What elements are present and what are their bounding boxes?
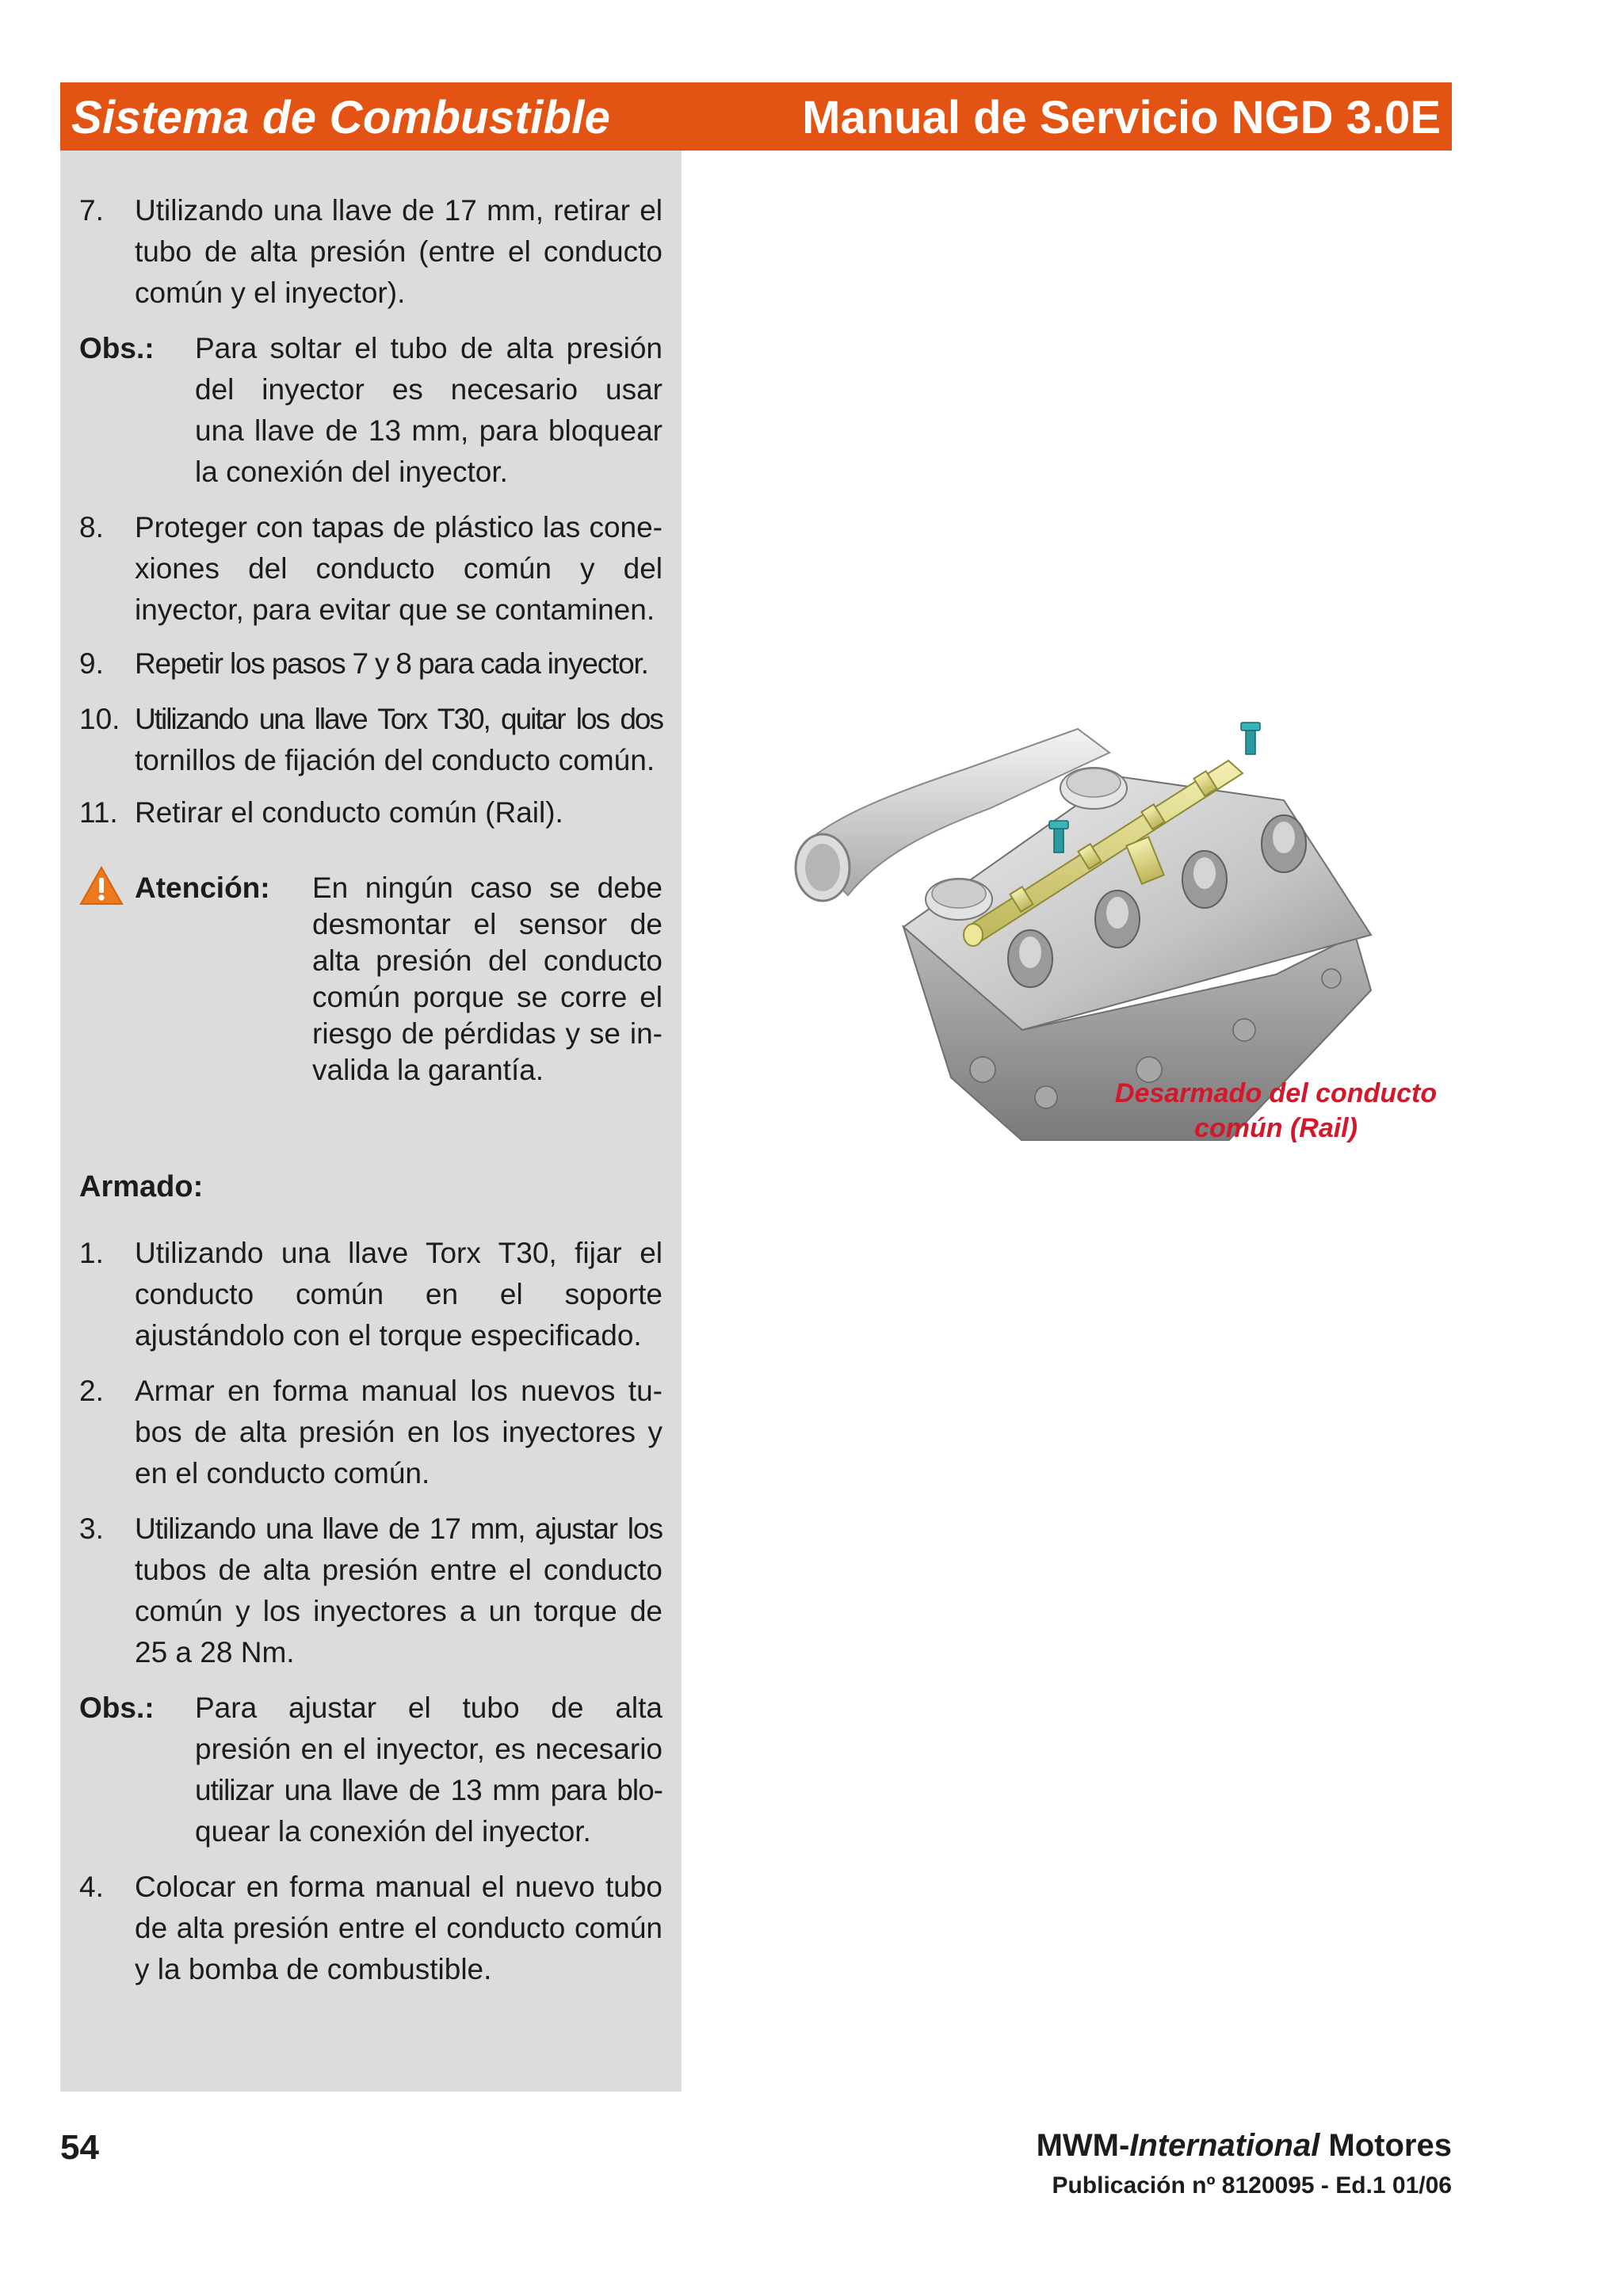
text-line: inyector, para evitar que se contaminen. (135, 593, 655, 626)
text-line: Armar en forma manual los nuevos tu- (135, 1375, 663, 1407)
obs-label: Obs.: (79, 1691, 155, 1724)
text-line: común y los inyectores a un torque de (135, 1595, 663, 1627)
company-italic: International (1129, 2128, 1320, 2163)
obs-label: Obs.: (79, 332, 155, 364)
company-name (1037, 2128, 1452, 2164)
step-number: 7. (79, 194, 104, 227)
caption-line: común (Rail) (1194, 1113, 1358, 1143)
text-line: conducto común en el soporte (135, 1278, 663, 1310)
text-line: Utilizando una llave Torx T30, quitar los dos (135, 703, 663, 735)
text-line: en el conducto común. (135, 1457, 430, 1489)
obs-text (195, 1688, 663, 1852)
warning-text (312, 870, 663, 1089)
text-line: Colocar en forma manual el nuevo tubo (135, 1871, 663, 1903)
text-line: Utilizando una llave de 17 mm, ajustar los (135, 1512, 663, 1545)
obs-text (195, 328, 663, 493)
step-text (135, 792, 663, 833)
text-line: Para soltar el tubo de alta presión (195, 332, 663, 364)
text-line: tubo de alta presión (entre el conducto (135, 235, 663, 268)
step-number: 8. (79, 511, 104, 543)
step-text (135, 643, 663, 685)
step-number: 4. (79, 1871, 104, 1903)
text-line: valida la garantía. (312, 1054, 544, 1086)
text-line: Retirar el conducto común (Rail). (135, 796, 563, 829)
text-line: 25 a 28 Nm. (135, 1636, 295, 1669)
text-line: y la bomba de combustible. (135, 1953, 492, 1985)
text-line: común y el inyector). (135, 277, 406, 309)
step-number: 11. (79, 796, 118, 829)
text-line: Proteger con tapas de plástico las cone- (135, 511, 663, 543)
step-text (135, 1508, 663, 1673)
step-number: 1. (79, 1237, 104, 1269)
section-heading: Armado: (79, 1170, 204, 1203)
page-number: 54 (60, 2128, 99, 2167)
text-line: tornillos de fijación del conducto común. (135, 744, 655, 776)
step-text (135, 190, 663, 314)
text-line: de alta presión entre el conducto común (135, 1912, 663, 1944)
text-line: Utilizando una llave de 17 mm, retirar el (135, 194, 663, 227)
warning-triangle-icon (79, 866, 124, 910)
text-line: utilizar una llave de 13 mm para blo- (195, 1774, 663, 1806)
manual-title: Manual de Servicio NGD 3.0E (802, 92, 1441, 143)
text-line: una llave de 13 mm, para bloquear (195, 414, 663, 447)
step-number: 9. (79, 647, 104, 680)
step-number: 3. (79, 1512, 104, 1545)
step-text (135, 699, 663, 781)
text-line: En ningún caso se debe (312, 871, 663, 904)
text-line: del inyector es necesario usar (195, 373, 663, 406)
text-line: común porque se corre el (312, 981, 663, 1013)
text-line: Utilizando una llave Torx T30, fijar el (135, 1237, 663, 1269)
text-line: la conexión del inyector. (195, 456, 508, 488)
page-header (60, 82, 1452, 151)
company-suffix: Motores (1319, 2128, 1452, 2163)
text-line: desmontar el sensor de (312, 908, 663, 940)
text-line: riesgo de pérdidas y se in- (312, 1017, 663, 1050)
publication-info: Publicación nº 8120095 - Ed.1 01/06 (1052, 2172, 1452, 2199)
step-text (135, 1867, 663, 1990)
instructions-panel (60, 151, 682, 2092)
text-line: quear la conexión del inyector. (195, 1815, 591, 1848)
company-prefix: MWM- (1036, 2128, 1130, 2163)
text-line: ajustándolo con el torque especificado. (135, 1319, 642, 1352)
text-line: Para ajustar el tubo de alta (195, 1691, 663, 1724)
text-line: xiones del conducto común y del (135, 552, 663, 585)
text-line: tubos de alta presión entre el conducto (135, 1554, 663, 1586)
text-line: Repetir los pasos 7 y 8 para cada inyector. (135, 647, 648, 680)
caption-line: Desarmado del conducto (1114, 1078, 1438, 1108)
text-line: presión en el inyector, es necesario (195, 1733, 663, 1765)
step-text (135, 1371, 663, 1494)
text-line: bos de alta presión en los inyectores y (135, 1416, 663, 1448)
warning-label: Atención: (135, 871, 270, 904)
figure-caption (1078, 1076, 1474, 1146)
step-text (135, 1233, 663, 1356)
section-title: Sistema de Combustible (71, 92, 611, 143)
step-number: 10. (79, 703, 120, 735)
step-number: 2. (79, 1375, 104, 1407)
step-text (135, 507, 663, 631)
text-line: alta presión del conducto (312, 944, 663, 977)
